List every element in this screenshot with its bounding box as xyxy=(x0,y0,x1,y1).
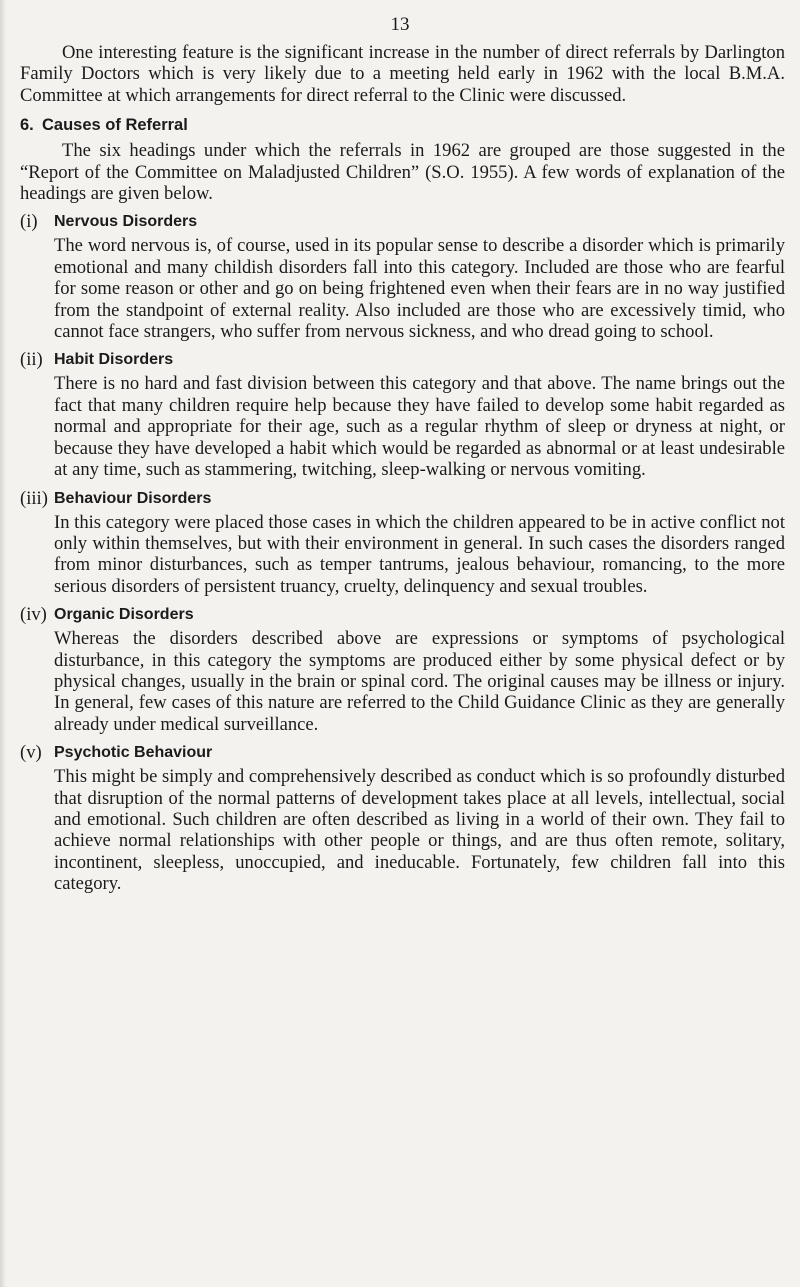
item-heading: Nervous Disorders xyxy=(54,213,198,231)
item-body: The word nervous is, of course, used in its popular sense to describe a disorder which is primarily emotional and many childish disorders fall into this category. Included are those who are fearful for some reason or other and go on being frightened even when their fears are in no way justified from the standpoint of external reality. Also included are those who are excessively timid, who cannot face strangers, who suffer from nervous sickness, and who dread going to school. xyxy=(54,235,785,343)
list-item-habit-disorders xyxy=(20,349,785,480)
item-body: Whereas the disorders described above are expressions or symptoms of psychological disturbance, in this category the symptoms are produced either by some physical defect or by physical changes, usually in the brain or spinal cord. The original causes may be illness or injury. In general, few cases of this nature are referred to the Child Guidance Clinic as they are generally already under medical surveillance. xyxy=(54,628,785,735)
intro-paragraph: One interesting feature is the significant increase in the number of direct referrals by Darlington Family Doctors which is very likely due to a meeting held early in 1962 with the local B.M.A. Committee at which arrangements for direct referral to the Clinic were discussed. xyxy=(20,42,785,106)
document-body xyxy=(20,42,785,895)
item-number: (ii) xyxy=(20,349,43,371)
section-heading xyxy=(20,114,785,136)
item-heading: Habit Disorders xyxy=(54,351,174,369)
list-item-behaviour-disorders xyxy=(20,488,785,598)
item-number: (iv) xyxy=(20,604,47,626)
item-heading: Behaviour Disorders xyxy=(54,489,212,507)
list-item-psychotic-behaviour xyxy=(20,742,785,894)
page-edge xyxy=(0,0,6,1287)
section-intro-paragraph: The six headings under which the referrals in 1962 are grouped are those suggested in the “Report of the Committee on Maladjusted Children” (S.O. 1955). A few words of explanation of the headings are given below. xyxy=(20,140,785,205)
item-number: (i) xyxy=(20,211,38,233)
item-heading: Organic Disorders xyxy=(54,606,194,624)
item-number: (v) xyxy=(20,742,42,764)
section-number: 6. xyxy=(20,116,34,135)
item-body: This might be simply and comprehensively described as conduct which is so profoundly disturbed that disruption of the normal patterns of development takes place at all levels, intellectual, social and emotional. Such children are often described as living in a world of their own. They fail to achieve normal relationships with other people or things, and are thus often remote, solitary, incontinent, sleepless, unoccupied, and ineducable. Fortunately, few children fall into this category. xyxy=(54,766,785,895)
section-title: Causes of Referral xyxy=(42,116,188,135)
page-number: 13 xyxy=(390,14,410,35)
item-body: In this category were placed those cases in which the children appeared to be in active conflict not only within themselves, but with their environment in general. In such cases the disorders ranged from minor disturbances, such as temper tantrums, jealous behaviour, romancing, to the more serious disorders of persistent truancy, cruelty, delinquency and sexual troubles. xyxy=(54,511,785,597)
item-number: (iii) xyxy=(20,487,48,509)
list-item-nervous-disorders xyxy=(20,211,785,342)
item-body: There is no hard and fast division between this category and that above. The name brings out the fact that many children require help because they have failed to develop some habit regarded as normal and appropriate for their age, such as a regular rhythm of sleep or dryness at night, or because they have developed a habit which would be regarded as abnormal or at least undesirable at any time, such as stammering, twitching, sleep-walking or nervous vomiting. xyxy=(54,373,785,481)
list-item-organic-disorders xyxy=(20,604,785,735)
item-heading: Psychotic Behaviour xyxy=(54,744,213,762)
